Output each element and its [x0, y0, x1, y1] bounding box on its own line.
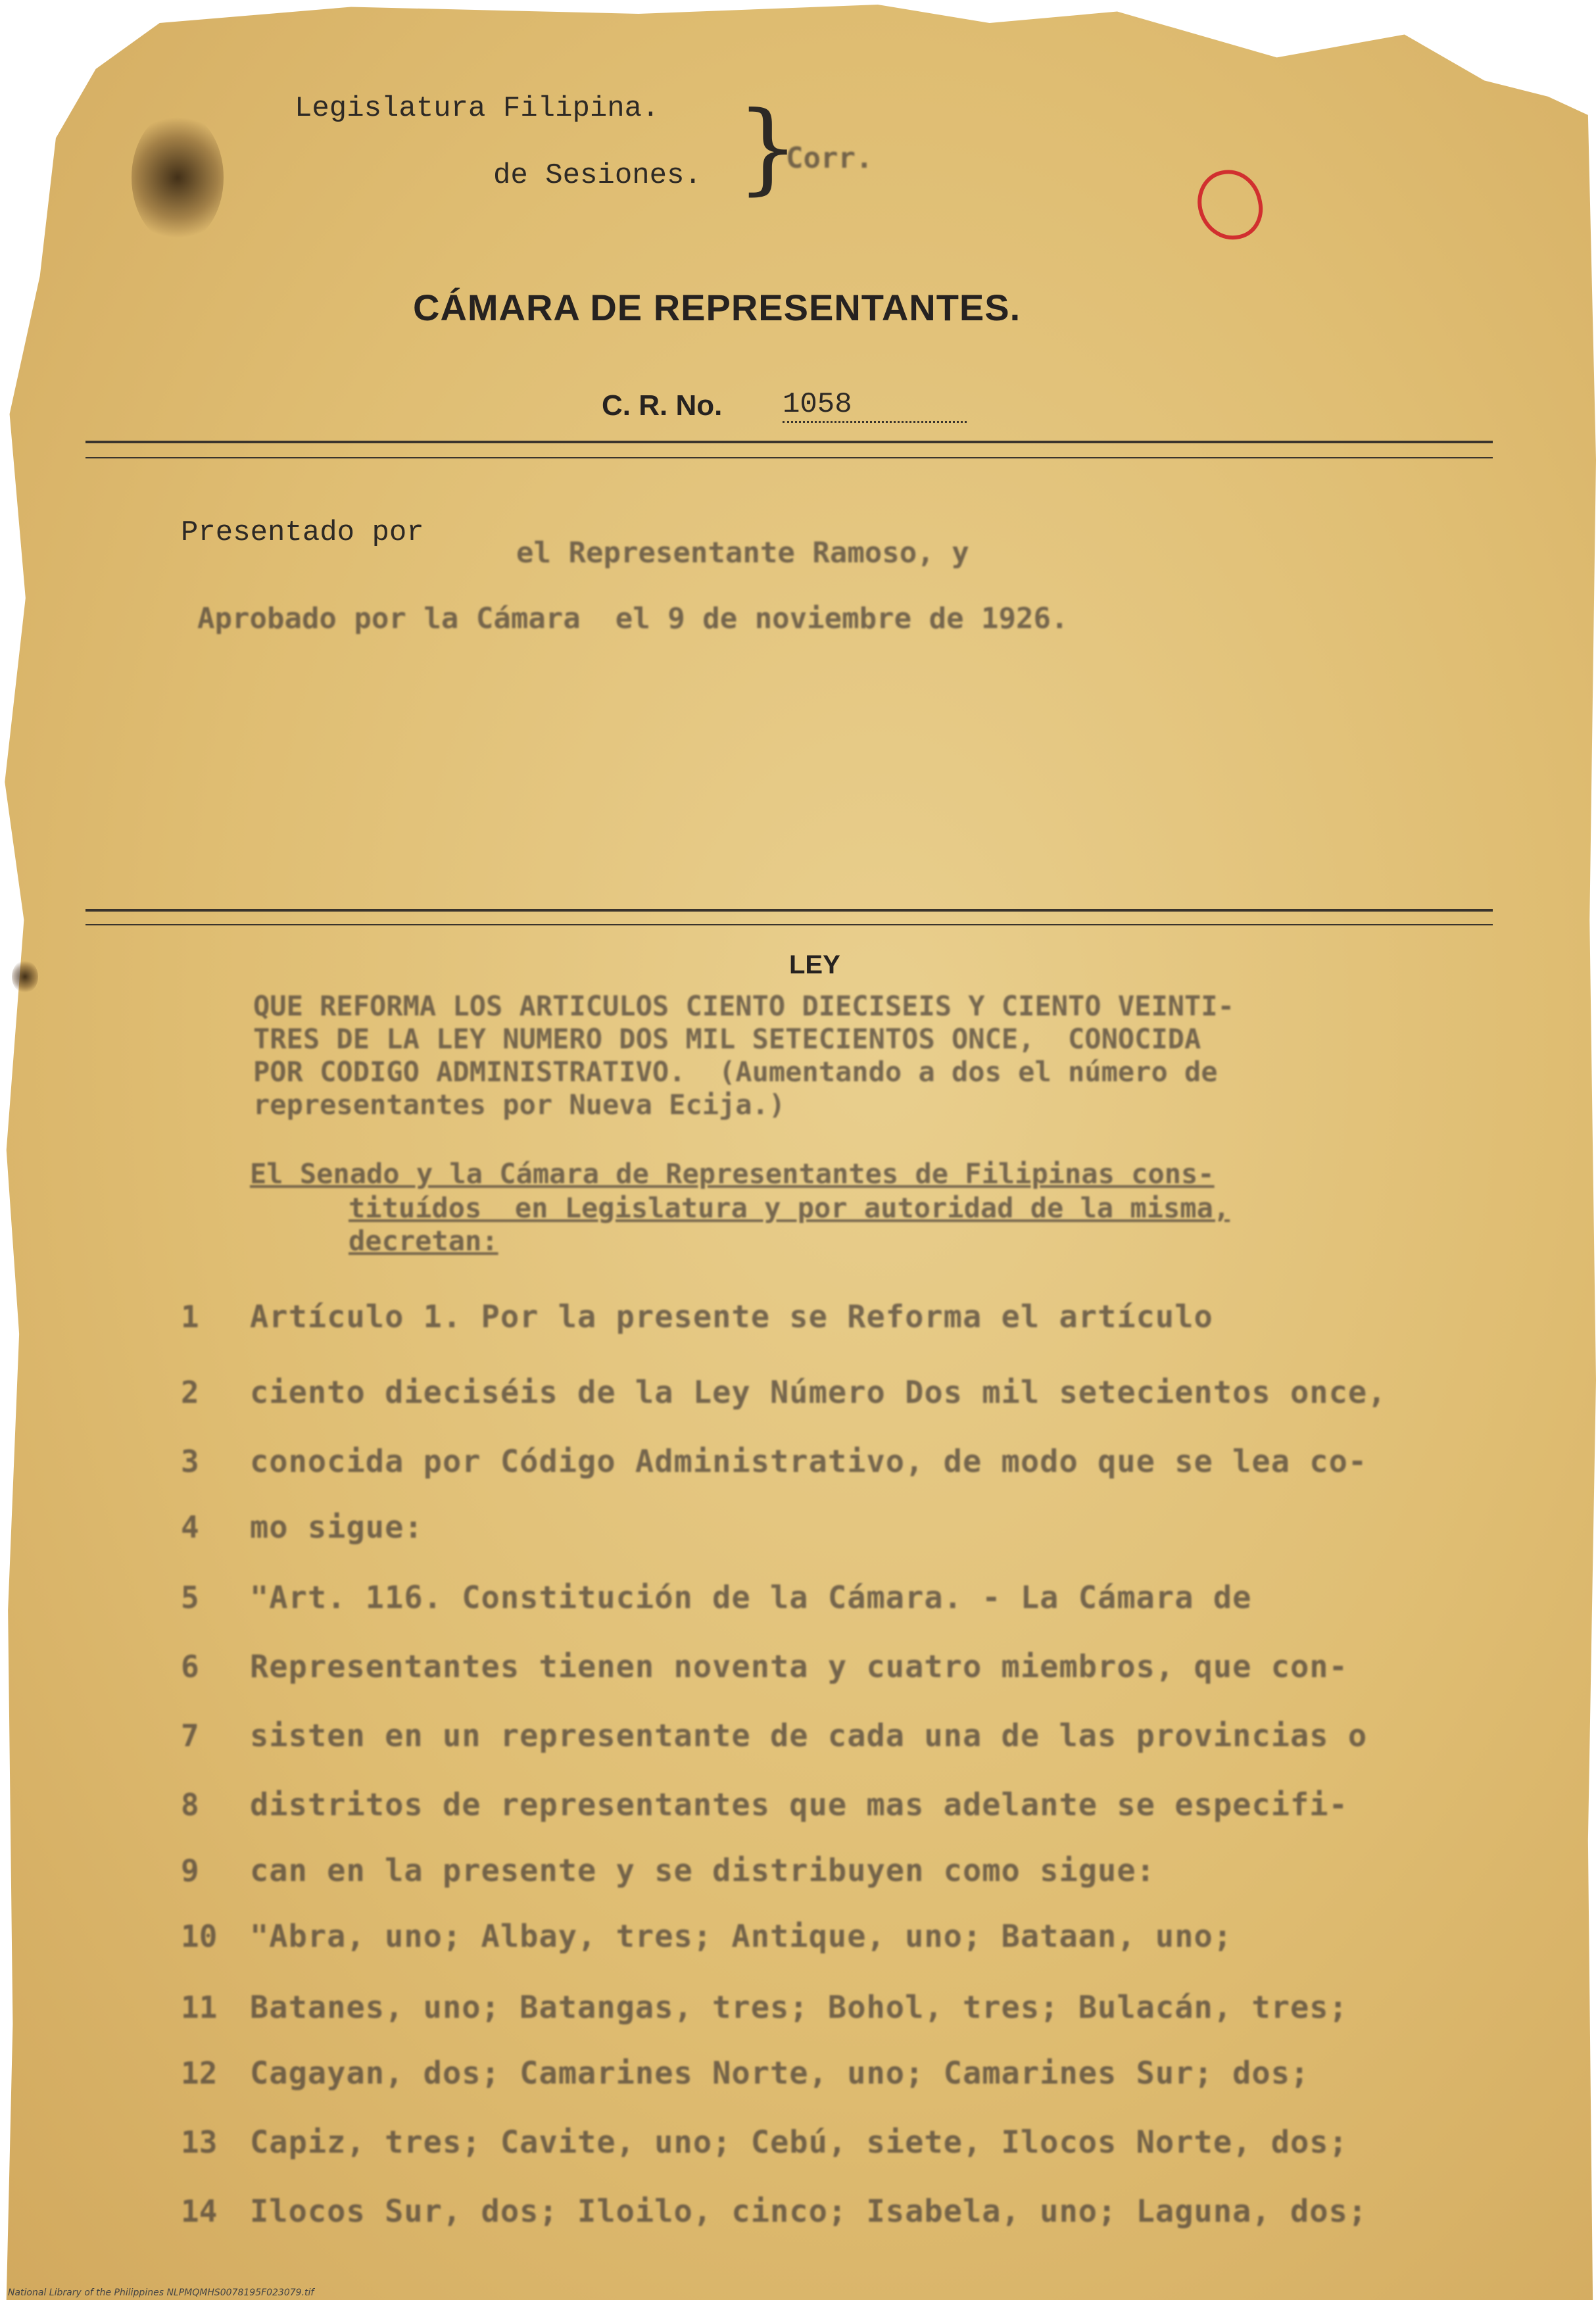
enacting-line-3: decretan: — [349, 1225, 498, 1257]
line-number: 6 — [181, 1649, 199, 1684]
body-line: Representantes tienen noventa y cuatro miembros, que con- — [250, 1649, 1348, 1685]
body-line: Ilocos Sur, dos; Iloilo, cinco; Isabela, uno; Laguna, dos; — [250, 2193, 1368, 2230]
line-number: 3 — [181, 1444, 199, 1479]
body-line: Cagayan, dos; Camarines Norte, uno; Camarines Sur; dos; — [250, 2055, 1310, 2092]
body-line: Capiz, tres; Cavite, uno; Cebú, siete, Ilocos Norte, dos; — [250, 2124, 1348, 2161]
cr-label: C. R. No. — [602, 389, 723, 422]
chamber-title: CÁMARA DE REPRESENTANTES. — [413, 287, 1021, 328]
enacting-line-1: El Senado y la Cámara de Representantes de Filipinas cons- — [250, 1158, 1215, 1190]
line-number: 8 — [181, 1787, 199, 1823]
law-heading: LEY — [789, 950, 840, 979]
approved-date: Aprobado por la Cámara el 9 de noviembre de 1926. — [197, 602, 1069, 635]
line-number: 9 — [181, 1853, 199, 1888]
cr-number: 1058 — [783, 388, 967, 423]
line-number: 4 — [181, 1509, 199, 1545]
body-line: ciento dieciséis de la Ley Número Dos mil setecientos once, — [250, 1375, 1387, 1411]
line-number: 11 — [181, 1990, 218, 2025]
middle-rule-secondary — [85, 924, 1493, 925]
line-number: 12 — [181, 2055, 218, 2091]
law-title-line-1: QUE REFORMA LOS ARTICULOS CIENTO DIECISEIS Y CIENTO VEINTI- — [253, 990, 1234, 1022]
margin-note: Corr. — [786, 141, 873, 175]
line-number: 5 — [181, 1580, 199, 1615]
top-rule — [85, 441, 1493, 443]
enacting-line-2: tituídos en Legislatura y por autoridad de la misma, — [349, 1192, 1230, 1224]
body-line: Artículo 1. Por la presente se Reforma el artículo — [250, 1299, 1213, 1335]
body-line: sisten en un representante de cada una de las provincias o — [250, 1718, 1368, 1754]
body-line: distritos de representantes que mas adelante se especifi- — [250, 1787, 1348, 1823]
line-number: 14 — [181, 2193, 218, 2229]
law-title-line-4: representantes por Nueva Ecija.) — [253, 1089, 786, 1121]
body-line: Batanes, uno; Batangas, tres; Bohol, tres; Bulacán, tres; — [250, 1990, 1348, 2026]
law-title-line-3: POR CODIGO ADMINISTRATIVO. (Aumentando a dos el número de — [253, 1056, 1218, 1088]
line-number: 10 — [181, 1919, 218, 1954]
legislature-label: Legislatura Filipina. — [295, 92, 660, 125]
line-number: 2 — [181, 1375, 199, 1410]
presented-label: Presentado por — [181, 516, 424, 549]
middle-rule — [85, 909, 1493, 912]
line-number: 7 — [181, 1718, 199, 1753]
archive-footer: National Library of the Philippines NLPMQMHS0078195F023079.tif — [8, 2288, 314, 2298]
ink-dot — [12, 960, 38, 993]
law-title-line-2: TRES DE LA LEY NUMERO DOS MIL SETECIENTOS ONCE, CONOCIDA — [253, 1023, 1201, 1055]
top-rule-secondary — [85, 457, 1493, 458]
presented-by: el Representante Ramoso, y — [516, 536, 969, 570]
header-brace: } — [737, 91, 800, 205]
line-number: 1 — [181, 1299, 199, 1334]
burn-stain — [132, 112, 224, 243]
body-line: "Art. 116. Constitución de la Cámara. - La Cámara de — [250, 1580, 1252, 1616]
body-line: conocida por Código Administrativo, de modo que se lea co- — [250, 1444, 1368, 1480]
body-line: can en la presente y se distribuyen como sigue: — [250, 1853, 1155, 1889]
line-number: 13 — [181, 2124, 218, 2160]
session-label: de Sesiones. — [493, 159, 702, 192]
body-line: "Abra, uno; Albay, tres; Antique, uno; Bataan, uno; — [250, 1919, 1233, 1955]
body-line: mo sigue: — [250, 1509, 423, 1546]
